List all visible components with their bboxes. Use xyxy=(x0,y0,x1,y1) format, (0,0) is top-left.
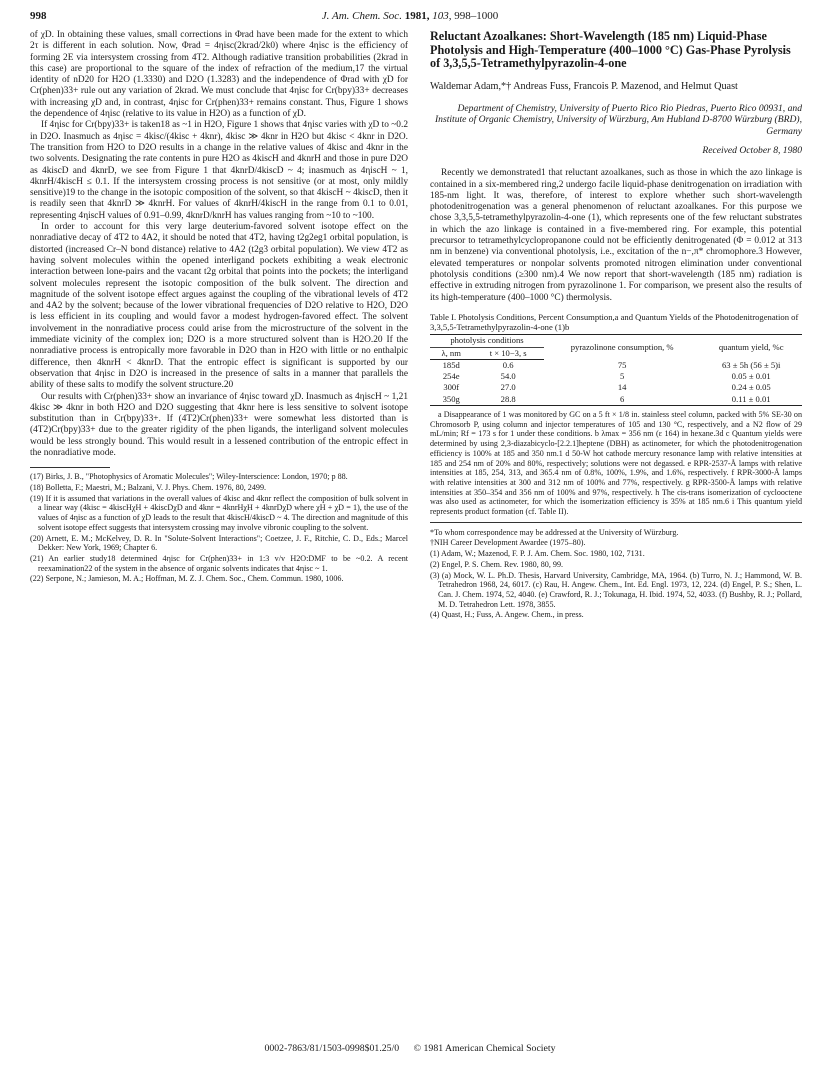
footnote-divider xyxy=(30,467,110,468)
table-footnotes xyxy=(430,410,802,517)
reference-item: (20) Arnett, E. M.; McKelvey, D. R. In "Solute-Solvent Interactions"; Coetzee, J. F., Ritchie, C. D., Eds.; Marcel Dekker: New York, 1969; Chapter 6. xyxy=(30,533,408,553)
table-cell: 6 xyxy=(544,394,700,406)
table-header: quantum yield, %c xyxy=(700,335,802,360)
table-group-header: photolysis conditions xyxy=(430,335,544,347)
table-footnote: a Disappearance of 1 was monitored by GC on a 5 ft × 1/8 in. stainless steel column, packed with 5% SE-30 on Chromosorb P, using column and injector temperatures of 105 and 130 °C, respectively, and a N2 flow of 29 mL/min; Rf = 173 s for 1 under these conditions. b λmax = 356 nm (ε 164) in hexane.3d c Quantum yields were determined by using 2,3-diazabicyclo-[2.2.1]heptene (DBH) as actinometer, for which the photodenitrogenation efficiency is 100% at 185 and 350 nm.1 d 50-W hot cathode mercury resonance lamp with relative intensities at 185 and 254 nm of 20% and 80%, respectively; solutions were not degassed. e RPR-2537-Å lamps with relative intensities at 185, 254, 313, and 365.4 nm of 0.8%, 100%, 1.9%, and 1.6%, respectively. f RPR-3000-Å lamps with relative intensities at 300 and 312 nm of 100% and 77%, respectively. g RPR-3500-Å lamps with relative intensities at 350–354 and 356 nm of 100% and 97%, respectively. h The cis-trans isomerization of cyclooctene was also used as actinometer, for which the isomerization efficiency is 35% at 185 nm.6 i This quantum yield represents product formation (cf. Table II). xyxy=(430,410,802,517)
received-date: Received October 8, 1980 xyxy=(702,145,802,156)
page-header xyxy=(30,6,790,26)
author-affiliation: Department of Chemistry, University of Puerto Rico Rio Piedras, Puerto Rico 00931, and Institute of Organic Chemistry, University of Würzburg, Am Hubland D-8700 Würzburg (BRD), Germany xyxy=(434,102,802,137)
article-code: 0002-7863/81/1503-0998$01.25/0 xyxy=(264,1043,400,1054)
left-references xyxy=(30,472,408,584)
table-cell: 350g xyxy=(430,394,472,406)
table-cell: 0.24 ± 0.05 xyxy=(731,382,771,393)
journal-reference xyxy=(30,10,790,22)
reference-item: (2) Engel, P. S. Chem. Rev. 1980, 80, 99. xyxy=(430,559,564,569)
reference-item: (17) Birks, J. B., "Photophysics of Aromatic Molecules"; Wiley-Interscience: London, 1970; p 88. xyxy=(30,472,348,482)
table-cell: 0.6 xyxy=(502,359,514,370)
table-row xyxy=(430,394,802,406)
table-cell: 14 xyxy=(617,382,627,393)
table-cell: 254e xyxy=(442,371,460,382)
reference-item: (21) An earlier study18 determined 4ηisc for Cr(phen)33+ in 1:3 v/v H2O:DMF to be ~0.2. A recent reexamination22 of the system in the absence of organic solvents indicates that 4ηisc ~ 1. xyxy=(30,553,408,573)
right-paragraph: Recently we demonstrated1 that reluctant azoalkanes, such as those in which the azo linkage is contained in a six-membered ring,2 undergo facile liquid-phase denitrogenation on irradiation with 185-nm light. It was, therefore, of interest to explore whether such short-wavelength photodenitrogenation was a general phenomenon of reluctant azoalkanes. For this purpose we chose 3,3,5,5-tetramethylpyrazolin-4-one (1), which represents one of the few reluctant substrates in which the azo linkage is contained in a five-membered ring. For example, this potential precursor to tetramethylcyclopropanone could not be efficiently denitrogenated (Φ = 0.012 at 313 nm in benzene) via conventional photolysis, i.e., excitation of the n−,π* chromophore.3 However, elevated temperatures or nonpolar solvents promoted nitrogen elimination under conventional photolysis conditions (≥300 nm).4 We now report that short-wavelength (185 nm) radiation is effective in extruding nitrogen from pyrazolinone 1. For comparison, we present also the results of its high-temperature (400–1000 °C) thermolysis. xyxy=(430,168,802,303)
table-cell: 0.05 ± 0.01 xyxy=(731,371,771,382)
table-cell: 185d xyxy=(442,359,460,370)
right-references xyxy=(430,528,802,620)
reference-item: *To whom correspondence may be addressed at the University of Würzburg. xyxy=(430,527,679,537)
table-header: pyrazolinone consumption, % xyxy=(544,335,700,360)
left-column xyxy=(30,30,408,585)
table-cell: 0.11 ± 0.01 xyxy=(700,394,802,406)
table-header: λ, nm xyxy=(430,347,472,359)
table-cell: 28.8 xyxy=(472,394,544,406)
journal-pages: 998–1000 xyxy=(454,10,499,22)
left-paragraph: In order to account for this very large deuterium-favored solvent isotope effect on the nonradiative decay of 4T2 to 4A2, it should be noted that 4T2, having t2g2eg1 orbital population, is distorted (increased Cr–N bond distance) relative to 4A2 (t2g3 orbital population). We view 4T2 as having solvent molecules within the opened interligand pockets exhibiting a weak electronic interaction between lone-pairs and the vacant t2g orbital that points into the pockets; the interligand solvent molecules represent the isotopic composition of the bulk solvent. The direction and magnitude of the solvent isotope effect argues against the coupling of the vibrational levels of 4T2 and 4A2 by the solvent; because of the lower vibrational frequencies of D2O relative to H2O, D2O is less efficient in its coupling and would favor a modest hydrogen-favored effect. The solvent involvement in the nonradiative process could arise from the microstructure of the solvent in the immediate vicinity of the complex ion; D2O is a more structured solvent than is H2O.20 If the nonradiative process is entropically more favorable in D2O than in H2O with little or no enthalpic difference, then 4knrH < 4knrD. That the entropic effect is significant is supported by our observation that 4ηisc in D2O is increased in the presence of salts in a manner that parallels the ability of these salts to modify the solvent structure.20 xyxy=(30,222,408,391)
page-footer xyxy=(0,1043,820,1054)
article-authors: Waldemar Adam,*† Andreas Fuss, Francois P. Mazenod, and Helmut Quast xyxy=(430,80,738,92)
table-cell: 27.0 xyxy=(500,382,516,393)
left-paragraph: of χD. In obtaining these values, small corrections in Φrad have been made for the extent to which 2τ is different in each solution. Now, Φrad = 4ηisc(2krad/2k0) where 4ηisc is the efficiency of forming 2E via intersystem crossing from 4T2. Although radiative transition probabilities (2krad in this case) are proportional to the square of the index of refraction of the medium,17 the virtual identity of nD20 for H2O (1.3330) and D2O (1.3283) and the independence of Φrad with χD for Cr(phen)33+ rule out any variation of 2krad. We must conclude that 4ηisc for Cr(bpy)33+ decreases with increasing χD and, in contrast, 4ηisc for Cr(phen)33+ remains constant. Thus, Figure 1 shows the dependence of 4ηisc (relative to its value in H2O) as a function of χD. xyxy=(30,30,408,120)
article-title: Reluctant Azoalkanes: Short-Wavelength (185 nm) Liquid-Phase Photolysis and High-Temperature (400–1000 °C) Gas-Phase Pyrolysis of 3,3,5,5-Tetramethylpyrazolin-4-one xyxy=(430,29,791,71)
reference-item: (3) (a) Mock, W. L. Ph.D. Thesis, Harvard University, Cambridge, MA, 1964. (b) Turro, N. J.; Hammond, W. B. Tetrahedron 1968, 24, 6017. (c) Rau, H. Angew. Chem., Int. Ed. Engl. 1973, 12, 224. (d) Engel, P. S.; Shen, L. Can. J. Chem. 1974, 52, 4040. (e) Crawford, R. J.; Tokunaga, H. Ibid. 1974, 52, 4033. (f) Bushby, R. J.; Pollard, M. D. Tetrahedron Lett. 1978, 3855. xyxy=(430,570,802,609)
journal-volume: 103, xyxy=(432,10,452,22)
left-paragraph: Our results with Cr(phen)33+ show an invariance of 4ηisc toward χD. Inasmuch as 4ηiscH ~ 1,21 4kisc ≫ 4knr in both H2O and D2O suggesting that 4knr here is less sensitive to solvent isotope substitution than in Cr(bpy)33+. If (4T2)Cr(phen)33+ were somewhat less distorted than is (4T2)Cr(bpy)33+ due to the greater rigidity of the phen ligands, the interligand solvent molecules would be less strongly bound. This would result in a lessened contribution of the entropic effect in the nonradiative mode. xyxy=(30,391,408,458)
table-caption: Table I. Photolysis Conditions, Percent Consumption,a and Quantum Yields of the Photodenitrogenation of 3,3,5,5-Tetramethylpyrazolin-4-one (1)b xyxy=(430,311,799,333)
table-row xyxy=(430,359,802,371)
table-cell: 75 xyxy=(617,359,627,370)
reference-item: (22) Serpone, N.; Jamieson, M. A.; Hoffman, M. Z. J. Chem. Soc., Chem. Commun. 1980, 1006. xyxy=(30,574,344,584)
copyright-notice: © 1981 American Chemical Society xyxy=(413,1043,556,1054)
data-table xyxy=(430,334,802,406)
table-cell: 54.0 xyxy=(500,371,516,382)
page-number: 998 xyxy=(30,10,47,22)
table-cell: 300f xyxy=(443,382,460,393)
reference-item: (4) Quast, H.; Fuss, A. Angew. Chem., in press. xyxy=(430,610,584,620)
table-header: t × 10−3, s xyxy=(472,347,544,359)
reference-item: (19) If it is assumed that variations in the overall values of 4kisc and 4knr reflect the composition of bulk solvent in a linear way (4kisc = 4kiscHχH + 4kiscDχD and 4knr = 4knrHχH + 4knrDχD where χH + χD = 1), the use of the values of 4ηisc as a function of χD leads to the result that 4kiscH/4kiscD ~ 4. The direction and magnitude of this solvent isotope effect suggests that intersystem crossing may involve vibronic coupling to the solvent. xyxy=(30,493,408,532)
journal-year: 1981, xyxy=(404,10,430,22)
reference-item: (1) Adam, W.; Mazenod, F. P. J. Am. Chem. Soc. 1980, 102, 7131. xyxy=(430,549,645,559)
footnote-divider xyxy=(430,522,802,523)
right-column xyxy=(430,30,802,621)
table-row xyxy=(430,382,802,393)
journal-name: J. Am. Chem. Soc. xyxy=(321,10,402,22)
table-cell: 5 xyxy=(620,371,625,382)
reference-item: †NIH Career Development Awardee (1975–80). xyxy=(430,538,586,548)
reference-item: (18) Bolletta, F.; Maestri, M.; Balzani, V. J. Phys. Chem. 1976, 80, 2499. xyxy=(30,482,267,492)
left-paragraph: If 4ηisc for Cr(bpy)33+ is taken18 as ~1 in H2O, Figure 1 shows that 4ηisc varies with χD to ~0.2 in D2O. Inasmuch as 4ηisc = 4kisc/(4kisc + 4knr), 4kisc ≫ 4knr in H2O but 4kisc < 4knr in D2O. The transition from H2O to D2O results in a change in the relative values of 4kisc and 4knr in the two solvents. Designating the rate contents in pure H2O as 4kiscH and 4knrH and those in pure D2O as 4kiscD and 4knrD, we see from Figure 1 that 4knrD/4kiscD ~ 4; inasmuch as 4ηiscH ~ 1, 4knrH/4kiscH ≤ 0.1. If the intersystem crossing process is not sensitive (or at most, only mildly sensitive)19 to the change in the isotopic composition of the solvent, so that 4kiscH ~ 4kiscD, then it is readily seen that 4knrD ≫ 4knrH. For values of 4knrH/4kiscH in the range from 0.1 to 0.01, representing 4ηiscH values of 0.91–0.99, 4knrD/knrH has values ranging from ~10 to ~100. xyxy=(30,120,408,221)
table-row xyxy=(430,371,802,382)
table-cell: 63 ± 5h (56 ± 5)i xyxy=(722,359,781,370)
